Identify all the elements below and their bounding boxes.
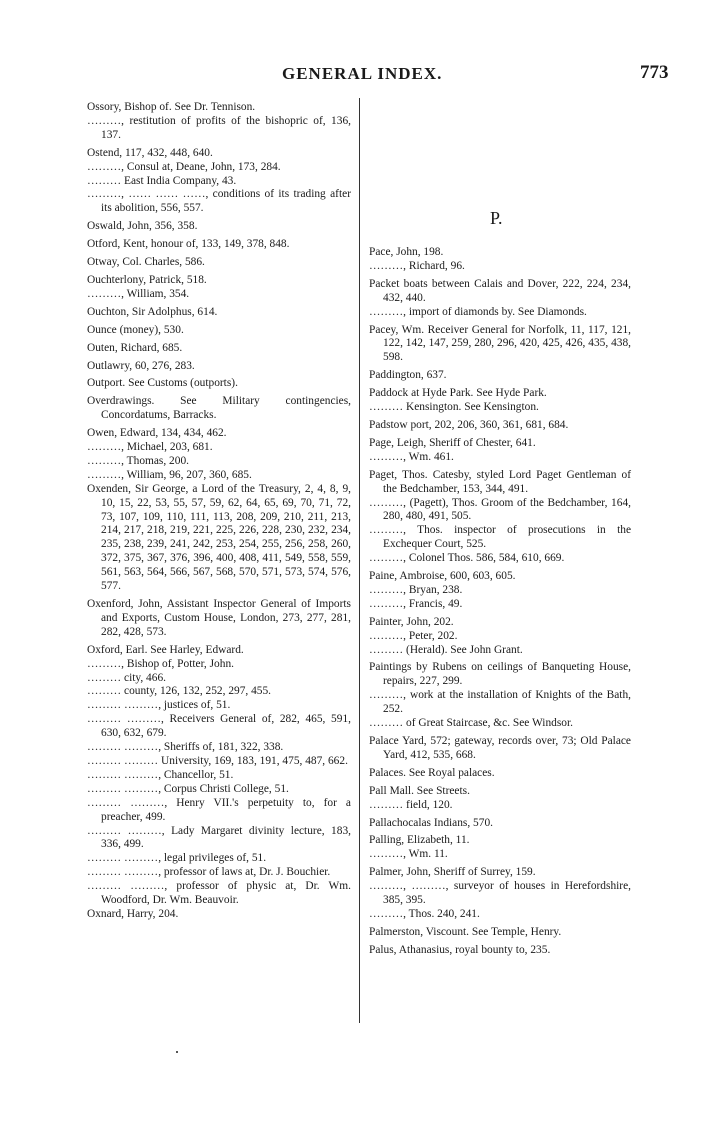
index-entry: ……… ………, professor of physic at, Dr. Wm. Woodford, Dr. Wm. Beauvoir. [87, 880, 351, 907]
index-entry: ……… ………, Lady Margaret divinity lecture, 183, 336, 499. [87, 824, 351, 851]
index-column-right [369, 246, 631, 958]
index-entry: ……… ……… University, 169, 183, 191, 475, 487, 662. [87, 754, 348, 767]
index-entry: ………, ………, surveyor of houses in Herefordshire, 385, 395. [369, 880, 631, 907]
index-entry: Oxnard, Harry, 204. [87, 907, 179, 920]
index-entry: Packet boats between Calais and Dover, 222, 224, 234, 432, 440. [369, 277, 631, 304]
index-entry: Ouchterlony, Patrick, 518. [87, 273, 207, 286]
index-entry: Palus, Athanasius, royal bounty to, 235. [369, 943, 551, 956]
index-entry: Otford, Kent, honour of, 133, 149, 378, 848. [87, 238, 290, 251]
index-entry: ……… ………, legal privileges of, 51. [87, 852, 267, 865]
index-entry: ………, restitution of profits of the bishopric of, 136, 137. [87, 114, 351, 141]
index-entry: Palace Yard, 572; gateway, records over, 73; Old Palace Yard, 412, 535, 668. [369, 735, 631, 761]
index-entry: Palling, Elizabeth, 11. [369, 834, 470, 847]
index-entry: ………, Francis, 49. [369, 597, 463, 610]
index-entry: Outlawry, 60, 276, 283. [87, 359, 195, 372]
index-entry: Pall Mall. See Streets. [369, 784, 470, 797]
index-entry: Painter, John, 202. [369, 615, 454, 628]
index-entry: ………, Thos. 240, 241. [369, 907, 480, 920]
running-title: GENERAL INDEX. [282, 64, 443, 83]
index-entry: ………, import of diamonds by. See Diamonds. [369, 305, 587, 318]
index-entry: ……… of Great Staircase, &c. See Windsor. [369, 717, 573, 730]
index-entry: Ossory, Bishop of. See Dr. Tennison. [87, 101, 256, 113]
index-entry: ………, Wm. 11. [369, 848, 448, 861]
column-divider [359, 98, 360, 1023]
index-entry: Outen, Richard, 685. [87, 341, 183, 354]
index-entry: Ouchton, Sir Adolphus, 614. [87, 305, 218, 318]
index-entry: ………, Richard, 96. [369, 259, 465, 272]
index-entry: ……… field, 120. [369, 798, 453, 811]
index-entry: ……… ………, Receivers General of, 282, 465, 591, 630, 632, 679. [87, 713, 351, 740]
index-entry: Ostend, 117, 432, 448, 640. [87, 146, 213, 159]
index-entry: Pallachocalas Indians, 570. [369, 816, 493, 829]
index-entry: ……… city, 466. [87, 671, 166, 684]
page-number: 773 [640, 62, 669, 83]
index-entry: Paddock at Hyde Park. See Hyde Park. [369, 387, 547, 400]
index-entry: Pace, John, 198. [369, 246, 444, 258]
index-entry: Paintings by Rubens on ceilings of Banqueting House, repairs, 227, 299. [369, 661, 631, 688]
index-entry: Owen, Edward, 134, 434, 462. [87, 427, 227, 440]
index-entry: ……… ………, Corpus Christi College, 51. [87, 782, 289, 795]
index-entry: ……… East India Company, 43. [87, 174, 237, 187]
index-entry: ………, Bishop of, Potter, John. [87, 657, 234, 670]
index-entry: ………, Peter, 202. [369, 629, 458, 642]
index-entry: ……… (Herald). See John Grant. [369, 643, 523, 656]
index-entry: ………, William, 354. [87, 287, 190, 300]
index-entry: ………, William, 96, 207, 360, 685. [87, 468, 252, 481]
index-entry: ……… ………, professor of laws at, Dr. J. Bouchier. [87, 866, 331, 879]
index-column-left [87, 101, 351, 922]
section-letter: P. [490, 208, 503, 228]
index-entry: ……… ………, Chancellor, 51. [87, 768, 234, 781]
index-entry: ……… ………, Sheriffs of, 181, 322, 338. [87, 741, 284, 754]
index-entry: ………, Colonel Thos. 586, 584, 610, 669. [369, 552, 565, 565]
index-entry: Oxenford, John, Assistant Inspector General of Imports and Exports, Custom House, London, 273, 277, 281, 282, 428, 573. [87, 598, 351, 638]
index-entry: Outport. See Customs (outports). [87, 377, 238, 390]
index-entry: Paget, Thos. Catesby, styled Lord Paget Gentleman of the Bedchamber, 153, 344, 491. [369, 468, 631, 495]
index-entry: Otway, Col. Charles, 586. [87, 256, 205, 269]
index-entry: Palmer, John, Sheriff of Surrey, 159. [369, 866, 536, 879]
index-entry: Palaces. See Royal palaces. [369, 766, 495, 779]
index-entry: ………, Wm. 461. [369, 450, 454, 463]
index-entry: Oswald, John, 356, 358. [87, 220, 198, 233]
stray-mark [176, 1051, 178, 1053]
index-entry: Paine, Ambroise, 600, 603, 605. [369, 570, 516, 583]
index-entry: ………, Bryan, 238. [369, 583, 463, 596]
index-entry: ……… Kensington. See Kensington. [369, 401, 539, 414]
index-entry: ………, (Pagett), Thos. Groom of the Bedchamber, 164, 280, 480, 491, 505. [369, 496, 631, 523]
index-entry: Page, Leigh, Sheriff of Chester, 641. [369, 436, 536, 449]
index-entry: ………, Consul at, Deane, John, 173, 284. [87, 160, 281, 173]
index-entry: Pacey, Wm. Receiver General for Norfolk, 11, 117, 121, 122, 142, 147, 259, 280, 296, 420, 425, 426, 435, 438, 598. [369, 323, 631, 364]
index-entry: Padstow port, 202, 206, 360, 361, 681, 684. [369, 418, 569, 431]
index-entry: ……… county, 126, 132, 252, 297, 455. [87, 685, 272, 698]
index-entry: ……… ………, Henry VII.'s perpetuity to, for a preacher, 499. [87, 796, 351, 823]
index-entry: ………, …… …… ……, conditions of its trading after its abolition, 556, 557. [87, 188, 351, 215]
index-entry: Overdrawings. See Military contingencies, Concordatums, Barracks. [87, 395, 351, 422]
index-entry: ………, Thomas, 200. [87, 454, 189, 467]
index-entry: Paddington, 637. [369, 369, 447, 382]
index-entry: ………, Michael, 203, 681. [87, 441, 213, 454]
index-entry: Palmerston, Viscount. See Temple, Henry. [369, 925, 562, 938]
index-entry: Ounce (money), 530. [87, 323, 184, 336]
index-entry: Oxenden, Sir George, a Lord of the Treasury, 2, 4, 8, 9, 10, 15, 22, 53, 55, 57, 59, 62, 64, 65, 69, 70, 71, 72, 73, 107, 109, 110, 111, 113, 208, 209, 210, 211, 213, 214, 217, 218, 219, 221, 225, 226, 228, 230, 232, 234, 235, 238, 239, 241, 242, 253, 254, 255, 256, 258, 260, 372, 375, 367, 376, 396, 400, 408, 411, 549, 558, 559, 561, 563, 564, 566, 567, 568, 570, 571, 573, 574, 576, 577. [87, 482, 351, 593]
index-entry: ………, work at the installation of Knights of the Bath, 252. [369, 689, 631, 716]
page-header [0, 62, 720, 88]
index-entry: ………, Thos. inspector of prosecutions in the Exchequer Court, 525. [369, 524, 631, 551]
index-entry: ……… ………, justices of, 51. [87, 699, 231, 712]
index-entry: Oxford, Earl. See Harley, Edward. [87, 643, 244, 656]
